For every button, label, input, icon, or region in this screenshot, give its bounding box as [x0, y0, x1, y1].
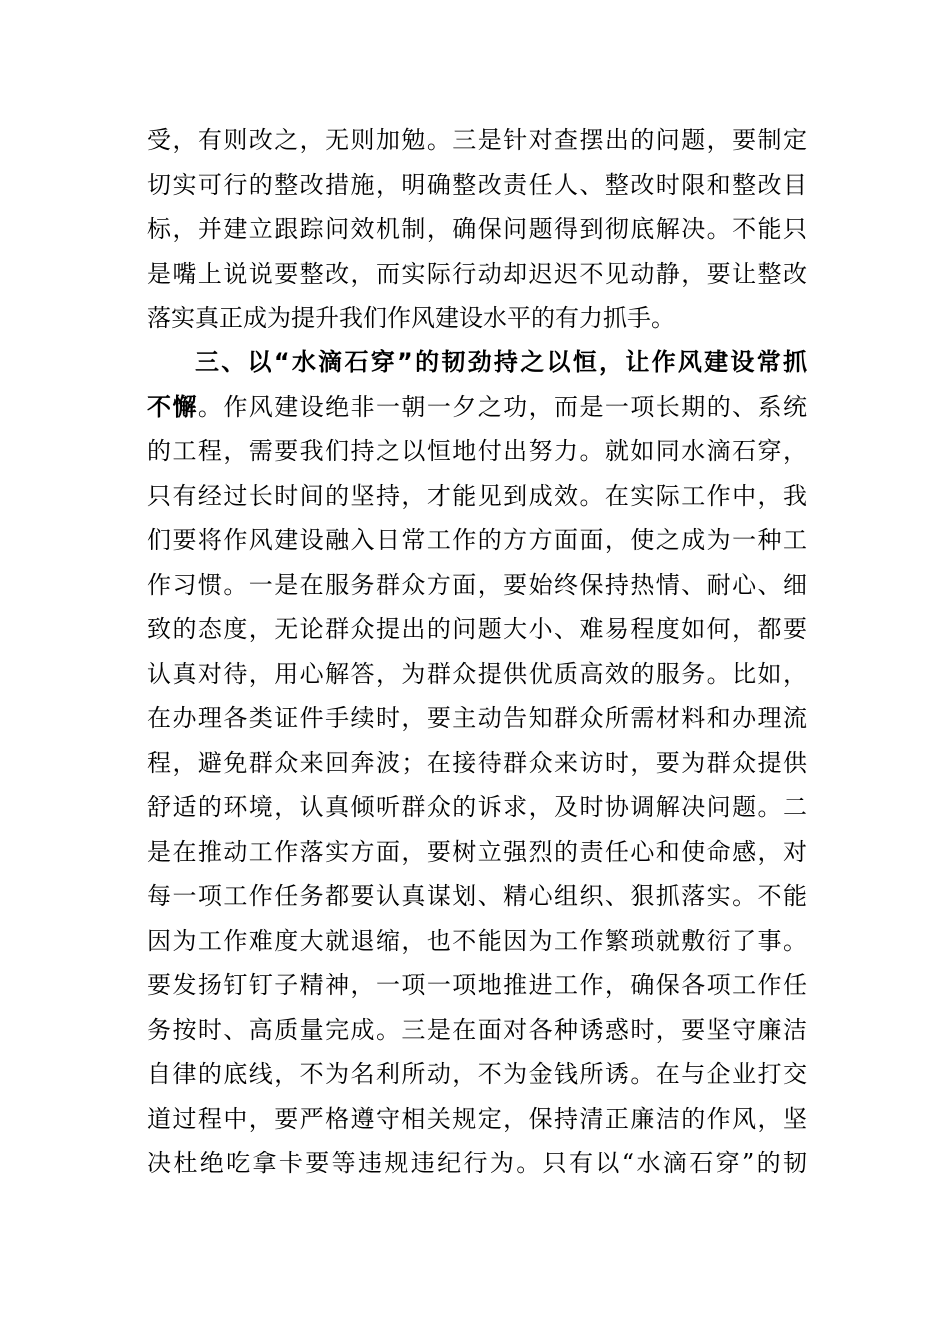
text-line: 受，有则改之，无则加勉。三是针对查摆出的问题，要制定 — [147, 126, 807, 154]
text-line: 的工程，需要我们持之以恒地付出努力。就如同水滴石穿， — [147, 437, 807, 465]
text-line — [147, 385, 807, 430]
text-line: 决杜绝吃拿卡要等违规违纪行为。只有以“水滴石穿”的韧 — [147, 1149, 807, 1177]
section-three-paragraph — [147, 340, 807, 1186]
text-line: 们要将作风建设融入日常工作的方方面面，使之成为一种工 — [147, 526, 807, 554]
text-line: 标，并建立跟踪问效机制，确保问题得到彻底解决。不能只 — [147, 215, 807, 243]
text-line: 因为工作难度大就退缩，也不能因为工作繁琐就敷衍了事。 — [147, 926, 807, 955]
text-line: 认真对待，用心解答，为群众提供优质高效的服务。比如， — [147, 659, 807, 688]
text-line: 每一项工作任务都要认真谋划、精心组织、狠抓落实。不能 — [147, 882, 807, 910]
text-line: 务按时、高质量完成。三是在面对各种诱惑时，要坚守廉洁 — [147, 1015, 807, 1044]
text-line: 在办理各类证件手续时，要主动告知群众所需材料和办理流 — [147, 704, 807, 732]
text-line: 程，避免群众来回奔波；在接待群众来访时，要为群众提供 — [147, 748, 807, 777]
text-line: 作习惯。一是在服务群众方面，要始终保持热情、耐心、细 — [147, 570, 807, 599]
text-line: 舒适的环境，认真倾听群众的诉求，及时协调解决问题。二 — [147, 793, 807, 821]
text-line-rest: 。作风建设绝非一朝一夕之功，而是一项长期的、系统 — [197, 392, 808, 421]
text-line: 落实真正成为提升我们作风建设水平的有力抓手。 — [147, 304, 675, 332]
section-heading-end: 不懈 — [147, 392, 198, 421]
text-line: 要发扬钉钉子精神，一项一项地推进工作，确保各项工作任 — [147, 971, 807, 999]
text-line: 切实可行的整改措施，明确整改责任人、整改时限和整改目 — [147, 170, 807, 199]
section-heading: 三、以“水滴石穿”的韧劲持之以恒，让作风建设常抓 — [195, 348, 807, 376]
text-line: 道过程中，要严格遵守相关规定，保持清正廉洁的作风，坚 — [147, 1104, 807, 1133]
text-line: 只有经过长时间的坚持，才能见到成效。在实际工作中，我 — [147, 481, 807, 510]
text-line: 是嘴上说说要整改，而实际行动却迟迟不见动静，要让整改 — [147, 259, 807, 288]
text-line: 致的态度，无论群众提出的问题大小、难易程度如何，都要 — [147, 615, 807, 643]
paragraph-continuation — [147, 118, 807, 341]
text-line: 自律的底线，不为名利所动，不为金钱所诱。在与企业打交 — [147, 1060, 807, 1088]
text-line: 是在推动工作落实方面，要树立强烈的责任心和使命感，对 — [147, 837, 807, 866]
